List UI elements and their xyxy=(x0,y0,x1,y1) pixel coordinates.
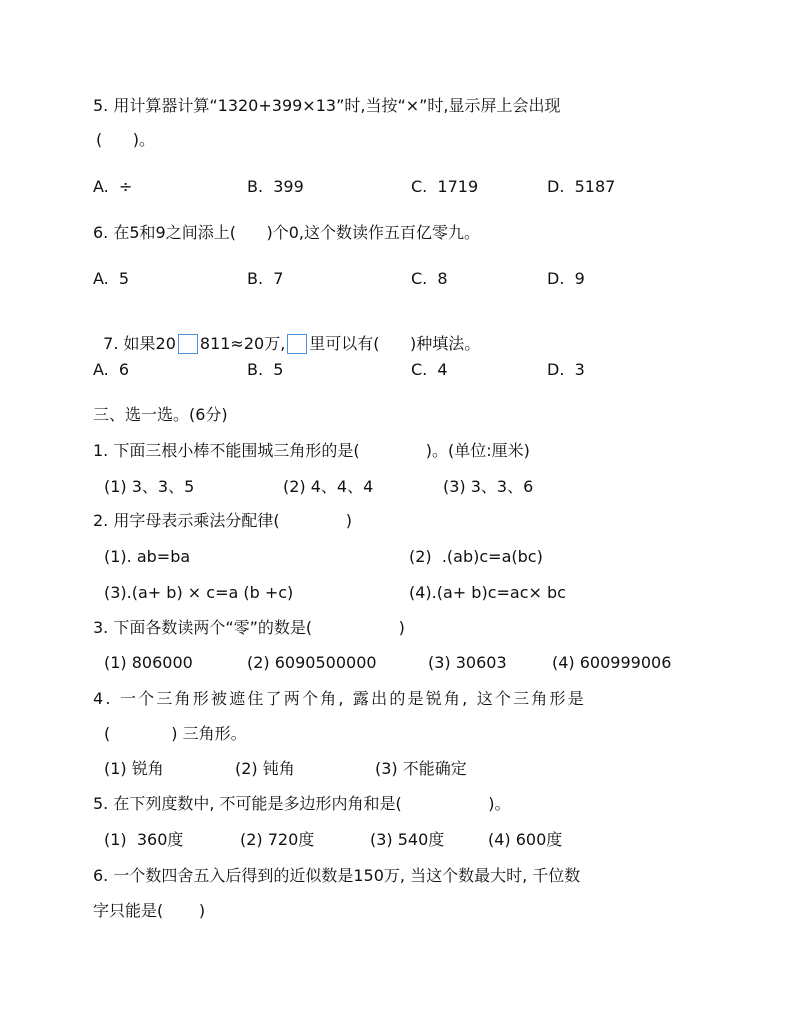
q7-option-d: D. 3 xyxy=(547,360,585,379)
p3-q6-stem-cont: 字只能是( ) xyxy=(93,901,206,920)
q7-stem-part-c: 里可以有( )种填法。 xyxy=(309,334,481,353)
q5-option-c: C. 1719 xyxy=(411,177,479,196)
p3-q5-option-2: (2) 720度 xyxy=(240,830,315,849)
q7-option-c: C. 4 xyxy=(411,360,448,379)
p3-q4-stem-cont: ( ) 三角形。 xyxy=(104,724,247,743)
q6-option-a: A. 5 xyxy=(93,269,130,288)
section-heading: 三、选一选。(6分) xyxy=(93,405,228,424)
p3-q5-stem: 5. 在下列度数中, 不可能是多边形内角和是( )。 xyxy=(93,794,511,813)
p3-q5-option-4: (4) 600度 xyxy=(488,830,563,849)
p3-q1-option-3: (3) 3、3、6 xyxy=(443,477,534,496)
p3-q4-stem: 4. 一个三角形被遮住了两个角, 露出的是锐角, 这个三角形是 xyxy=(93,689,586,708)
p3-q1-option-1: (1) 3、3、5 xyxy=(104,477,195,496)
p3-q1-stem: 1. 下面三根小棒不能围城三角形的是( )。(单位:厘米) xyxy=(93,441,530,460)
q6-stem: 6. 在5和9之间添上( )个0,这个数读作五百亿零九。 xyxy=(93,223,480,242)
p3-q3-option-3: (3) 30603 xyxy=(428,653,507,672)
p3-q5-option-3: (3) 540度 xyxy=(370,830,445,849)
p3-q2-option-3: (3).(a+ b) × c=a (b +c) xyxy=(104,583,294,602)
q6-option-d: D. 9 xyxy=(547,269,585,288)
p3-q3-stem: 3. 下面各数读两个“零”的数是( ) xyxy=(93,618,405,637)
q6-option-c: C. 8 xyxy=(411,269,448,288)
q7-option-b: B. 5 xyxy=(247,360,284,379)
p3-q2-stem: 2. 用字母表示乘法分配律( ) xyxy=(93,511,352,530)
p3-q2-option-1: (1). ab=ba xyxy=(104,547,191,566)
q5-stem: 5. 用计算器计算“1320+399×13”时,当按“×”时,显示屏上会出现 xyxy=(93,96,561,115)
p3-q2-option-4: (4).(a+ b)c=ac× bc xyxy=(409,583,566,602)
p3-q4-option-2: (2) 钝角 xyxy=(235,759,295,778)
q7-stem-part-a: 7. 如果20 xyxy=(103,334,176,353)
p3-q6-stem: 6. 一个数四舍五入后得到的近似数是150万, 当这个数最大时, 千位数 xyxy=(93,866,581,885)
q5-option-b: B. 399 xyxy=(247,177,304,196)
p3-q3-option-1: (1) 806000 xyxy=(104,653,193,672)
q5-option-a: A. ÷ xyxy=(93,177,133,196)
p3-q2-option-2: (2) .(ab)c=a(bc) xyxy=(409,547,543,566)
q7-stem xyxy=(93,314,480,354)
p3-q3-option-4: (4) 600999006 xyxy=(552,653,672,672)
p3-q3-option-2: (2) 6090500000 xyxy=(247,653,377,672)
q5-stem-cont: ( )。 xyxy=(96,130,156,149)
p3-q1-option-2: (2) 4、4、4 xyxy=(283,477,374,496)
q6-option-b: B. 7 xyxy=(247,269,284,288)
blank-box-2 xyxy=(287,334,307,354)
q7-stem-part-b: 811≈20万, xyxy=(199,334,286,353)
p3-q4-option-3: (3) 不能确定 xyxy=(375,759,467,778)
p3-q5-option-1: (1) 360度 xyxy=(104,830,184,849)
q5-option-d: D. 5187 xyxy=(547,177,616,196)
p3-q4-option-1: (1) 锐角 xyxy=(104,759,164,778)
q7-option-a: A. 6 xyxy=(93,360,130,379)
blank-box-1 xyxy=(178,334,198,354)
